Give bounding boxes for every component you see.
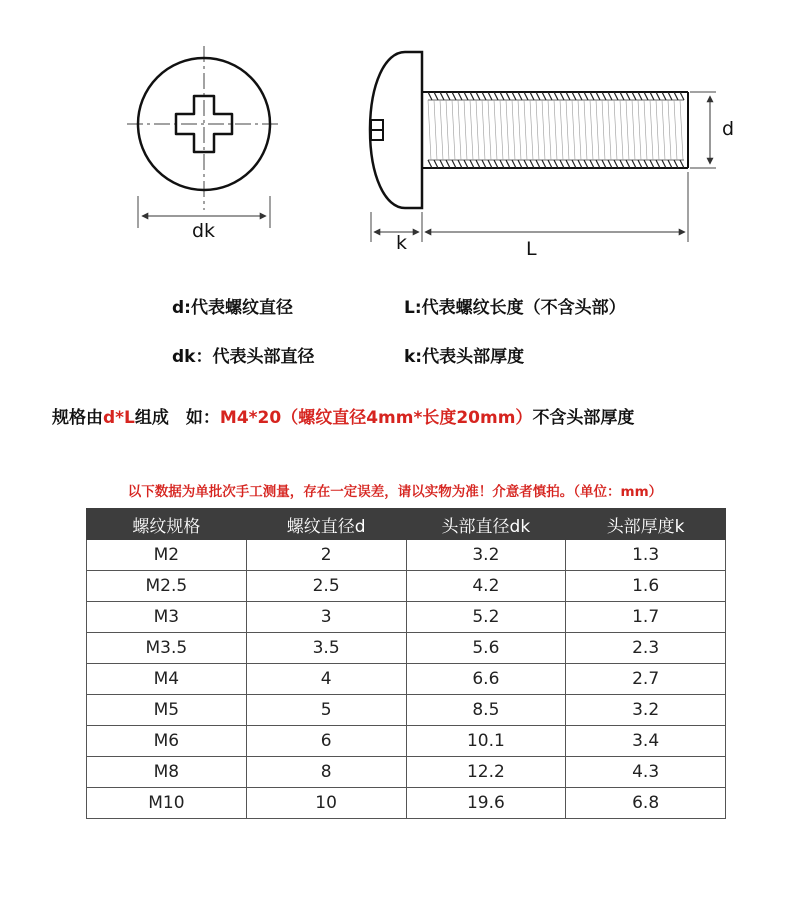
cell-spec: M8 (87, 757, 247, 788)
thread-line (566, 100, 569, 160)
thread-line (584, 100, 587, 160)
thread-line (488, 160, 492, 168)
thread-line (428, 92, 432, 100)
thread-line (656, 92, 660, 100)
thread-line (596, 92, 600, 100)
thread-line (518, 100, 521, 160)
thread-line (578, 100, 581, 160)
thread-line (590, 92, 594, 100)
thread-line (488, 92, 492, 100)
thread-line (602, 160, 606, 168)
cell-d: 10 (246, 788, 406, 819)
table-row (87, 633, 726, 664)
table-header-row (87, 509, 726, 540)
thread-line (434, 160, 438, 168)
thread-line (674, 100, 677, 160)
thread-line (674, 160, 678, 168)
thread-line (470, 160, 474, 168)
cell-k: 3.2 (566, 695, 726, 726)
thread-line (566, 92, 570, 100)
thread-line (572, 100, 575, 160)
L-label: L (526, 238, 537, 260)
measurement-notice: 以下数据为单批次手工测量，存在一定误差，请以实物为准！介意者慎拍。（单位：mm） (127, 484, 663, 500)
thread-line (608, 160, 612, 168)
thread-line (470, 100, 473, 160)
thread-line (644, 92, 648, 100)
composition-example: M4*20（螺纹直径4mm*长度20mm） (219, 408, 533, 428)
cell-dk: 10.1 (406, 726, 566, 757)
thread-line (524, 92, 528, 100)
thread-line (542, 160, 546, 168)
thread-line (476, 100, 479, 160)
cell-k: 1.6 (566, 571, 726, 602)
cell-k: 6.8 (566, 788, 726, 819)
thread-line (458, 160, 462, 168)
thread-line (500, 100, 503, 160)
legend-dk: dk：代表头部直径 (172, 347, 315, 367)
table-row (87, 695, 726, 726)
thread-line (614, 160, 618, 168)
thread-line (578, 92, 582, 100)
thread-line (524, 100, 527, 160)
thread-line (626, 100, 629, 160)
thread-line (482, 92, 486, 100)
thread-line (656, 160, 660, 168)
thread-line (578, 160, 582, 168)
table-row (87, 757, 726, 788)
thread-line (464, 92, 468, 100)
thread-line (512, 160, 516, 168)
table-row (87, 602, 726, 633)
cell-d: 2 (246, 540, 406, 571)
thread-line (530, 100, 533, 160)
thread-line (650, 160, 654, 168)
thread-line (440, 160, 444, 168)
thread-line (440, 92, 444, 100)
thread-line (476, 92, 480, 100)
thread-line (554, 160, 558, 168)
composition-suffix: 组成 如： (134, 408, 220, 428)
thread-line (506, 92, 510, 100)
thread-line (644, 160, 648, 168)
cell-spec: M6 (87, 726, 247, 757)
thread-line (608, 92, 612, 100)
cell-d: 6 (246, 726, 406, 757)
thread-line (434, 92, 438, 100)
dk-label: dk (192, 220, 216, 242)
table-row (87, 664, 726, 695)
thread-line (620, 100, 623, 160)
thread-line (668, 160, 672, 168)
thread-line (608, 100, 611, 160)
composition-formula: d*L (103, 408, 135, 428)
thread-line (620, 92, 624, 100)
spec-composition (52, 403, 634, 428)
cell-d: 3.5 (246, 633, 406, 664)
thread-line (452, 160, 456, 168)
thread-line (446, 160, 450, 168)
cell-dk: 19.6 (406, 788, 566, 819)
thread-line (464, 160, 468, 168)
thread-line (614, 92, 618, 100)
thread-line (506, 100, 509, 160)
legend-k: k:代表头部厚度 (404, 347, 525, 367)
thread-line (428, 160, 432, 168)
thread-line (614, 100, 617, 160)
thread-line (536, 160, 540, 168)
thread-line (530, 92, 534, 100)
thread-line (494, 92, 498, 100)
thread-line (572, 92, 576, 100)
table-row (87, 571, 726, 602)
k-label: k (396, 232, 408, 254)
thread-line (554, 92, 558, 100)
thread-line (632, 100, 635, 160)
thread-line (554, 100, 557, 160)
thread-line (512, 100, 515, 160)
thread-line (458, 100, 461, 160)
legend-d: d:代表螺纹直径 (172, 298, 293, 318)
thread-line (650, 92, 654, 100)
thread-line (650, 100, 653, 160)
thread-line (518, 160, 522, 168)
cell-d: 5 (246, 695, 406, 726)
cell-spec: M2 (87, 540, 247, 571)
thread-line (662, 100, 665, 160)
cell-dk: 4.2 (406, 571, 566, 602)
composition-prefix: 规格由 (52, 408, 103, 428)
thread-line (548, 92, 552, 100)
thread-line (524, 160, 528, 168)
header-head-diameter: 头部直径dk (406, 509, 566, 540)
thread-line (626, 160, 630, 168)
thread-line (494, 100, 497, 160)
thread-line (638, 160, 642, 168)
thread-line (452, 100, 455, 160)
thread-line (482, 100, 485, 160)
thread-line (680, 92, 684, 100)
thread-line (596, 160, 600, 168)
thread-line (506, 160, 510, 168)
thread-line (590, 100, 593, 160)
header-head-thickness: 头部厚度k (566, 509, 726, 540)
table-row (87, 540, 726, 571)
cell-k: 4.3 (566, 757, 726, 788)
thread-line (446, 100, 449, 160)
thread-line (674, 92, 678, 100)
thread-line (584, 160, 588, 168)
thread-line (536, 92, 540, 100)
cell-dk: 12.2 (406, 757, 566, 788)
composition-tail: 不含头部厚度 (532, 408, 635, 428)
thread-line (662, 160, 666, 168)
cell-spec: M4 (87, 664, 247, 695)
thread-line (680, 160, 684, 168)
thread-line (470, 92, 474, 100)
thread-line (602, 100, 605, 160)
thread-line (458, 92, 462, 100)
thread-line (482, 160, 486, 168)
thread-line (680, 100, 683, 160)
thread-line (488, 100, 491, 160)
thread-line (428, 100, 431, 160)
thread-line (434, 100, 437, 160)
thread-line (632, 160, 636, 168)
cell-spec: M3 (87, 602, 247, 633)
thread-line (566, 160, 570, 168)
cell-spec: M2.5 (87, 571, 247, 602)
cell-k: 2.7 (566, 664, 726, 695)
header-thread-spec: 螺纹规格 (87, 509, 247, 540)
legend-L: L:代表螺纹长度（不含头部） (404, 298, 626, 318)
thread-line (452, 92, 456, 100)
screw-diagram (0, 0, 790, 290)
cell-d: 8 (246, 757, 406, 788)
thread-line (500, 160, 504, 168)
thread-line (536, 100, 539, 160)
cell-k: 3.4 (566, 726, 726, 757)
cell-spec: M3.5 (87, 633, 247, 664)
table-row (87, 788, 726, 819)
d-label: d (722, 118, 735, 140)
thread-line (542, 92, 546, 100)
thread-line (560, 160, 564, 168)
thread-line (626, 92, 630, 100)
cell-k: 1.7 (566, 602, 726, 633)
thread-line (476, 160, 480, 168)
thread-line (572, 160, 576, 168)
cell-dk: 3.2 (406, 540, 566, 571)
header-thread-diameter: 螺纹直径d (246, 509, 406, 540)
thread-line (530, 160, 534, 168)
cell-k: 2.3 (566, 633, 726, 664)
head-top-view (127, 46, 282, 228)
cell-k: 1.3 (566, 540, 726, 571)
thread-line (560, 100, 563, 160)
thread-line (440, 100, 443, 160)
cell-d: 3 (246, 602, 406, 633)
thread-line (584, 92, 588, 100)
thread-line (446, 92, 450, 100)
thread-line (548, 100, 551, 160)
cell-dk: 5.2 (406, 602, 566, 633)
thread-line (602, 92, 606, 100)
thread-line (494, 160, 498, 168)
thread-line (638, 92, 642, 100)
thread-line (464, 100, 467, 160)
thread-line (500, 92, 504, 100)
thread-line (644, 100, 647, 160)
cell-spec: M10 (87, 788, 247, 819)
thread-line (548, 160, 552, 168)
cell-dk: 6.6 (406, 664, 566, 695)
thread-line (518, 92, 522, 100)
thread-line (656, 100, 659, 160)
thread-line (668, 92, 672, 100)
thread-line (590, 160, 594, 168)
table-row (87, 726, 726, 757)
thread-line (542, 100, 545, 160)
thread-line (632, 92, 636, 100)
cell-d: 4 (246, 664, 406, 695)
cell-dk: 5.6 (406, 633, 566, 664)
thread-line (620, 160, 624, 168)
thread-line (596, 100, 599, 160)
spec-table (86, 508, 726, 819)
thread-line (662, 92, 666, 100)
cell-spec: M5 (87, 695, 247, 726)
thread-line (512, 92, 516, 100)
screw-side-view (370, 52, 716, 242)
thread-line (560, 92, 564, 100)
cell-dk: 8.5 (406, 695, 566, 726)
thread-line (668, 100, 671, 160)
thread-line (638, 100, 641, 160)
cell-d: 2.5 (246, 571, 406, 602)
